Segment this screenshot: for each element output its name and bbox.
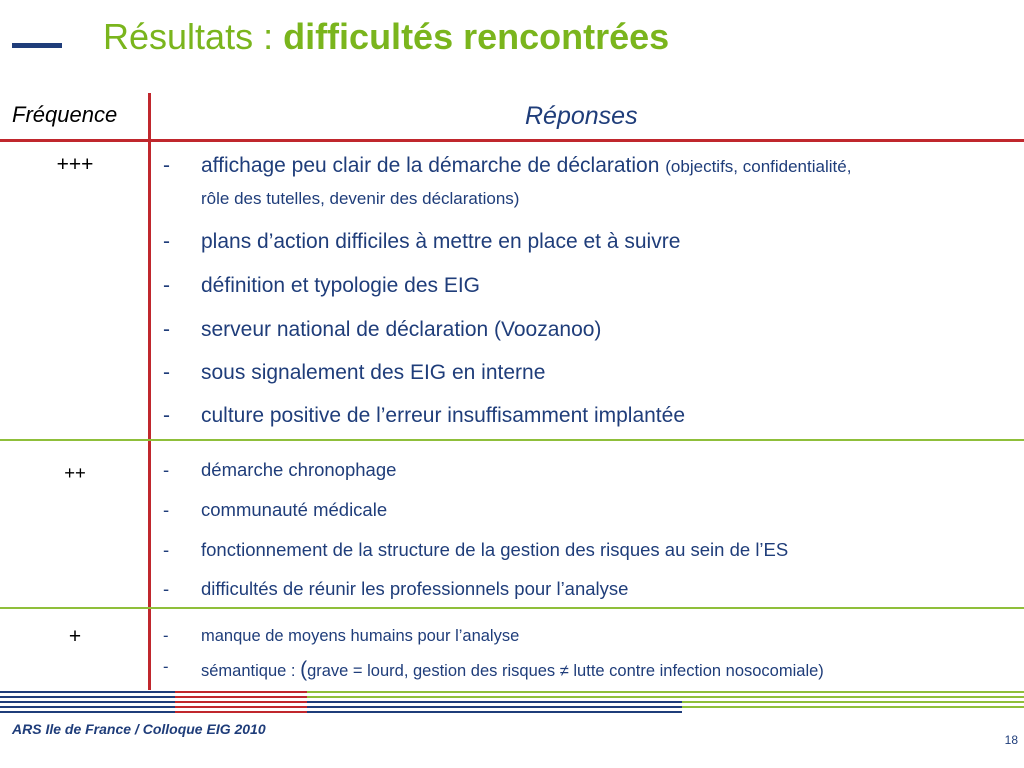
item-dash: -: [163, 499, 170, 520]
item-text: affichage peu clair de la démarche de déclaration: [201, 154, 660, 177]
item-dash: -: [163, 318, 170, 341]
header-reponses: Réponses: [525, 102, 638, 130]
footer-text: ARS Ile de France / Colloque EIG 2010: [12, 721, 266, 737]
title-prefix: Résultats :: [103, 16, 284, 57]
row-divider-2: [0, 607, 1024, 609]
item-dash: -: [163, 539, 170, 560]
column-divider: [148, 93, 151, 690]
item-text: définition et typologie des EIG: [201, 274, 481, 297]
item-dash: -: [163, 154, 170, 177]
header-divider: [0, 139, 1024, 142]
footer-stripes: [0, 690, 1024, 718]
item-text: manque de moyens humains pour l’analyse: [201, 627, 520, 645]
item-text: grave = lourd, gestion des risques ≠ lutte contre infection nosocomiale): [307, 662, 824, 680]
item-dash: -: [163, 627, 169, 645]
item-text: sous signalement des EIG en interne: [201, 361, 546, 384]
row-divider-1: [0, 439, 1024, 441]
frequency-medium: ++: [64, 462, 86, 483]
slide-title: [103, 12, 669, 62]
item-text: démarche chronophage: [201, 459, 397, 480]
item-dash: -: [163, 404, 170, 427]
item-text: difficultés de réunir les professionnels pour l’analyse: [201, 578, 629, 599]
logo-bar: [12, 43, 62, 48]
item-detail-2: rôle des tutelles, devenir des déclarations): [201, 189, 520, 208]
item-text: culture positive de l’erreur insuffisamment implantée: [201, 404, 686, 427]
page-number: 18: [1004, 733, 1018, 747]
header-frequence: Fréquence: [12, 102, 118, 127]
item-text: plans d’action difficiles à mettre en place et à suivre: [201, 230, 681, 253]
item-dash: -: [163, 658, 169, 676]
item-paren: (: [300, 658, 308, 681]
item-text: serveur national de déclaration (Voozanoo): [201, 318, 602, 341]
item-dash: -: [163, 361, 170, 384]
title-bold: difficultés rencontrées: [283, 16, 670, 57]
item-text: communauté médicale: [201, 499, 388, 520]
item-detail: (objectifs, confidentialité,: [665, 157, 852, 176]
frequency-low: +: [68, 625, 82, 648]
item-text-prefix: sémantique :: [201, 662, 301, 680]
item-dash: -: [163, 230, 170, 253]
item-dash: -: [163, 274, 170, 297]
item-dash: -: [163, 578, 170, 599]
item-dash: -: [163, 459, 170, 480]
frequency-high: +++: [56, 153, 94, 176]
item-text: fonctionnement de la structure de la gestion des risques au sein de l’ES: [201, 539, 789, 560]
